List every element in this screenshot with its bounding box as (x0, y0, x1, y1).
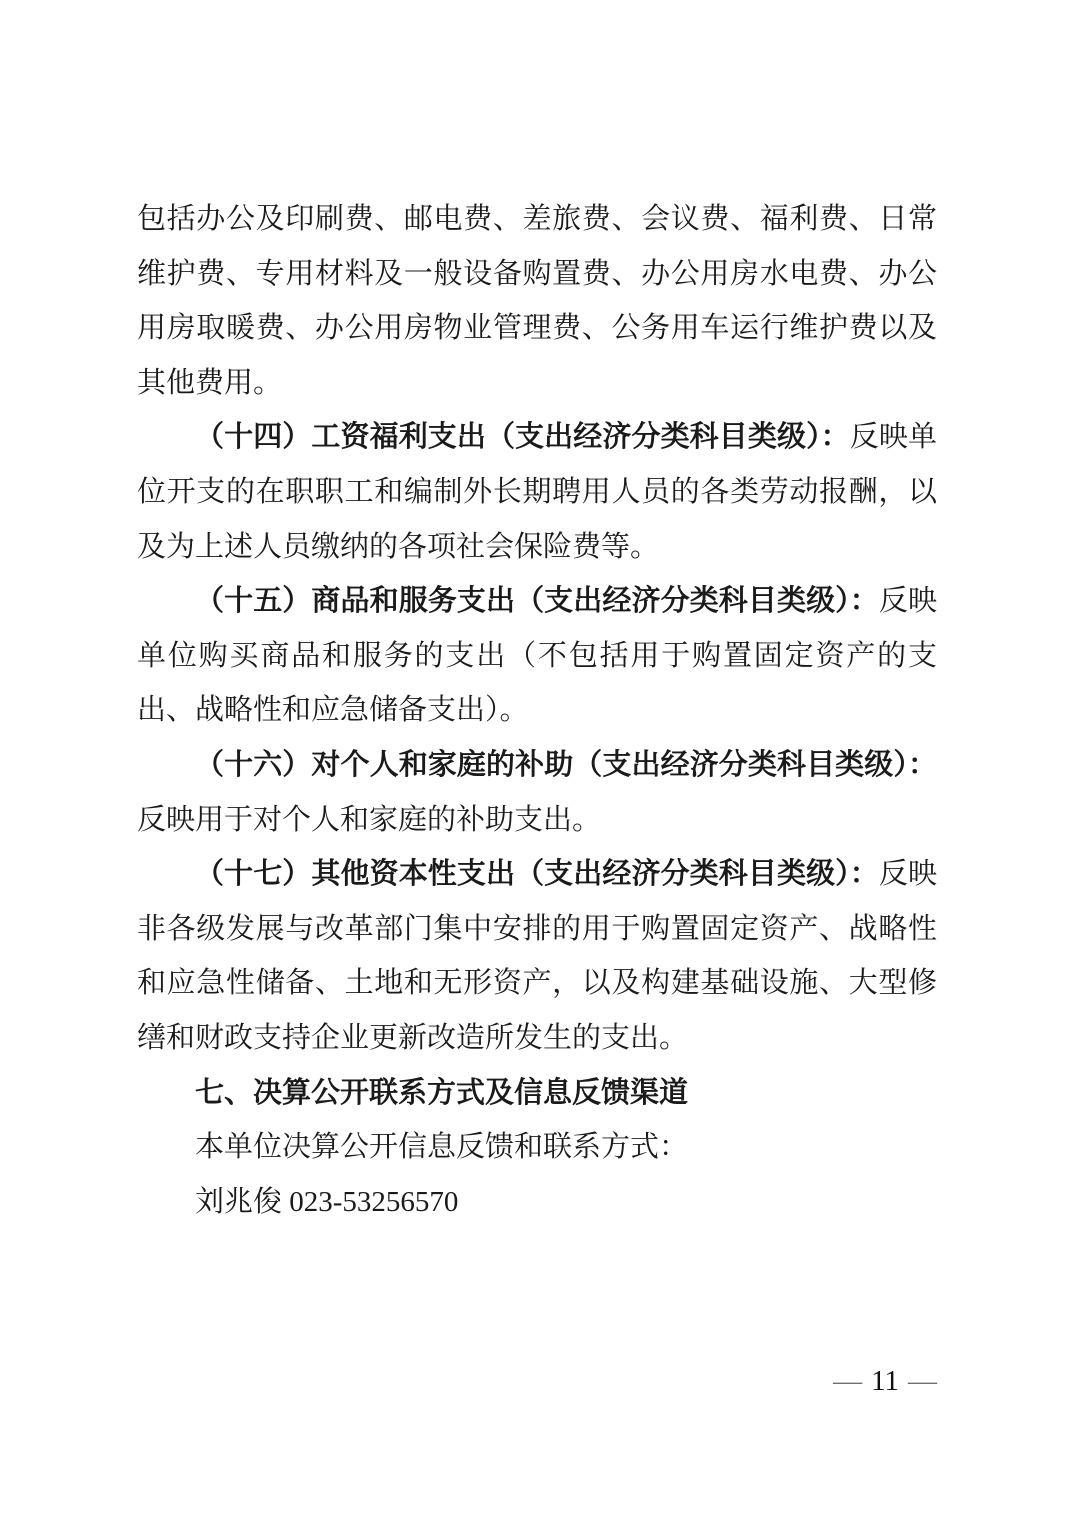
paragraph-lead: （十四）工资福利支出（支出经济分类科目类级）： (195, 421, 850, 454)
paragraph-body: 反映单位开支的在职职工和编制外长期聘用人员的各类劳动报酬，以及为上述人员缴纳的各项社会保险费等。 (137, 421, 937, 563)
paragraph-lead: （十五）商品和服务支出（支出经济分类科目类级）： (195, 585, 879, 618)
continuation-paragraph: 包括办公及印刷费、邮电费、差旅费、会议费、福利费、日常维护费、专用材料及一般设备购置费、办公用房水电费、办公用房取暖费、办公用房物业管理费、公务用车运行维护费以及其他费用。 (137, 203, 937, 399)
document-content (137, 192, 937, 1229)
paragraph-lead: （十七）其他资本性支出（支出经济分类科目类级）： (195, 858, 879, 891)
contact-person-phone-line: 刘兆俊 023-53256570 (195, 1185, 459, 1218)
paragraph-lead: （十六）对个人和家庭的补助（支出经济分类科目类级）： (195, 748, 937, 781)
section-heading: 七、决算公开联系方式及信息反馈渠道 (195, 1076, 689, 1109)
paragraph-body: 反映用于对个人和家庭的补助支出。 (137, 803, 602, 836)
paragraph-body: 反映单位购买商品和服务的支出（不包括用于购置固定资产的支出、战略性和应急储备支出）。 (137, 585, 937, 727)
paragraph-body: 反映非各级发展与改革部门集中安排的用于购置固定资产、战略性和应急性储备、土地和无形资产，以及构建基础设施、大型修缮和财政支持企业更新改造所发生的支出。 (137, 858, 937, 1054)
contact-intro-line: 本单位决算公开信息反馈和联系方式： (195, 1131, 689, 1164)
paragraph-item-17 (137, 847, 937, 1065)
paragraph-item-16 (137, 738, 937, 847)
page-number (833, 1366, 937, 1396)
page-number-value: 11 (871, 1365, 899, 1397)
paragraph-item-14 (137, 410, 937, 574)
page-number-dash-left: — (833, 1365, 863, 1397)
page-number-dash-right: — (908, 1365, 937, 1397)
paragraph-item-15 (137, 574, 937, 738)
